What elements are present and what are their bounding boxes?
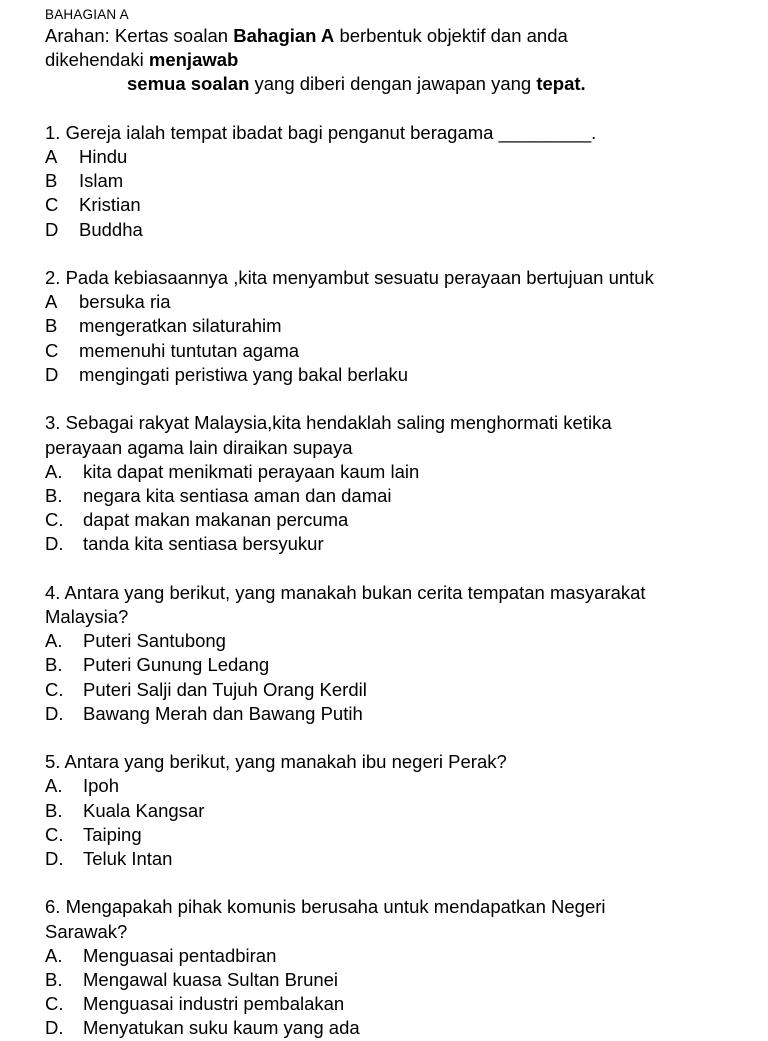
question-stem: 3. Sebagai rakyat Malaysia,kita hendaklah saling menghormati ketika <box>45 412 612 434</box>
answer-option[interactable] <box>45 799 745 823</box>
answer-option[interactable] <box>45 702 745 726</box>
question-1 <box>45 121 745 242</box>
option-letter: C <box>45 339 59 361</box>
option-text: dapat makan makanan percuma <box>83 509 349 531</box>
option-text: Menguasai pentadbiran <box>83 944 277 966</box>
option-letter: A <box>45 146 58 168</box>
answer-option[interactable] <box>45 944 745 968</box>
option-text: mengeratkan silaturahim <box>79 315 282 337</box>
option-text: kita dapat menikmati perayaan kaum lain <box>83 460 420 482</box>
question-6 <box>45 895 745 1040</box>
question-stem: 2. Pada kebiasaannya ,kita menyambut sesuatu perayaan bertujuan untuk <box>45 267 654 289</box>
option-letter: D <box>45 218 59 240</box>
instructions-bold-text: menjawab <box>148 49 239 71</box>
option-text: Kuala Kangsar <box>83 799 205 821</box>
question-2 <box>45 266 745 387</box>
answer-option[interactable] <box>45 339 745 363</box>
question-4 <box>45 581 745 726</box>
option-letter: B <box>45 170 58 192</box>
question-gap <box>45 387 745 411</box>
option-letter: B. <box>45 968 63 990</box>
instructions-bold-text: tepat. <box>536 73 586 95</box>
option-letter: B. <box>45 484 63 506</box>
option-text: bersuka ria <box>79 291 171 313</box>
option-letter: C. <box>45 993 64 1015</box>
option-letter: D. <box>45 1017 64 1039</box>
exam-page <box>45 6 745 1041</box>
option-text: Taiping <box>83 823 142 845</box>
option-letter: A. <box>45 775 63 797</box>
answer-option[interactable] <box>45 169 745 193</box>
question-stem: 5. Antara yang berikut, yang manakah ibu negeri Perak? <box>45 751 507 773</box>
option-letter: C. <box>45 509 64 531</box>
answer-option[interactable] <box>45 678 745 702</box>
option-text: negara kita sentiasa aman dan damai <box>83 484 392 506</box>
option-text: Puteri Santubong <box>83 630 226 652</box>
answer-option[interactable] <box>45 532 745 556</box>
instructions-bold-text: semua soalan <box>127 73 250 95</box>
option-letter: B <box>45 315 58 337</box>
question-gap <box>45 726 745 750</box>
answer-option[interactable] <box>45 314 745 338</box>
option-letter: C <box>45 194 59 216</box>
instructions-text: yang diberi dengan jawapan yang <box>254 73 532 95</box>
option-text: memenuhi tuntutan agama <box>79 339 300 361</box>
instructions-text: berbentuk objektif dan anda <box>339 25 568 46</box>
answer-option[interactable] <box>45 484 745 508</box>
instructions-text: Arahan: Kertas soalan <box>45 25 229 46</box>
question-gap <box>45 242 745 266</box>
question-stem: 4. Antara yang berikut, yang manakah bukan cerita tempatan masyarakat <box>45 581 646 603</box>
answer-option[interactable] <box>45 460 745 484</box>
answer-option[interactable] <box>45 363 745 387</box>
option-letter: D <box>45 363 59 385</box>
instructions-line-1 <box>45 24 745 48</box>
option-text: Mengawal kuasa Sultan Brunei <box>83 968 339 990</box>
question-3 <box>45 411 745 556</box>
option-text: Kristian <box>79 194 141 216</box>
answer-option[interactable] <box>45 145 745 169</box>
option-text: Buddha <box>79 218 143 240</box>
option-text: mengingati peristiwa yang bakal berlaku <box>79 363 409 385</box>
option-letter: D. <box>45 533 64 555</box>
question-gap <box>45 556 745 580</box>
option-letter: C. <box>45 678 64 700</box>
question-stem: perayaan agama lain diraikan supaya <box>45 436 353 458</box>
option-text: Bawang Merah dan Bawang Putih <box>83 702 363 724</box>
answer-option[interactable] <box>45 1016 745 1040</box>
instructions-bold-text: Bahagian A <box>233 25 335 46</box>
option-letter: D. <box>45 702 64 724</box>
option-text: Puteri Gunung Ledang <box>83 654 270 676</box>
answer-option[interactable] <box>45 968 745 992</box>
option-letter: B. <box>45 799 63 821</box>
answer-option[interactable] <box>45 218 745 242</box>
option-text: tanda kita sentiasa bersyukur <box>83 533 324 555</box>
question-gap <box>45 97 745 121</box>
option-text: Hindu <box>79 146 128 168</box>
option-letter: D. <box>45 847 64 869</box>
answer-option[interactable] <box>45 774 745 798</box>
answer-option[interactable] <box>45 653 745 677</box>
answer-option[interactable] <box>45 508 745 532</box>
answer-option[interactable] <box>45 290 745 314</box>
answer-option[interactable] <box>45 193 745 217</box>
option-text: Teluk Intan <box>83 847 173 869</box>
option-text: Menguasai industri pembalakan <box>83 993 345 1015</box>
option-text: Menyatukan suku kaum yang ada <box>83 1017 360 1039</box>
question-list <box>45 97 745 1041</box>
question-gap <box>45 871 745 895</box>
question-stem: 6. Mengapakah pihak komunis berusaha untuk mendapatkan Negeri <box>45 896 606 918</box>
option-letter: A <box>45 291 58 313</box>
instructions-text: dikehendaki <box>45 49 144 71</box>
option-text: Puteri Salji dan Tujuh Orang Kerdil <box>83 678 367 700</box>
question-stem: 1. Gereja ialah tempat ibadat bagi penganut beragama _________. <box>45 121 597 143</box>
question-stem: Sarawak? <box>45 920 128 942</box>
question-stem: Malaysia? <box>45 605 129 627</box>
instructions-line-2 <box>45 48 745 72</box>
answer-option[interactable] <box>45 847 745 871</box>
option-text: Ipoh <box>83 775 120 797</box>
option-text: Islam <box>79 170 124 192</box>
option-letter: A. <box>45 944 63 966</box>
option-letter: A. <box>45 460 63 482</box>
answer-option[interactable] <box>45 629 745 653</box>
answer-option[interactable] <box>45 823 745 847</box>
instructions-line-3 <box>45 72 745 96</box>
option-letter: C. <box>45 823 64 845</box>
question-5 <box>45 750 745 871</box>
answer-option[interactable] <box>45 992 745 1016</box>
section-label: BAHAGIAN A <box>45 7 129 22</box>
option-letter: A. <box>45 630 63 652</box>
option-letter: B. <box>45 654 63 676</box>
